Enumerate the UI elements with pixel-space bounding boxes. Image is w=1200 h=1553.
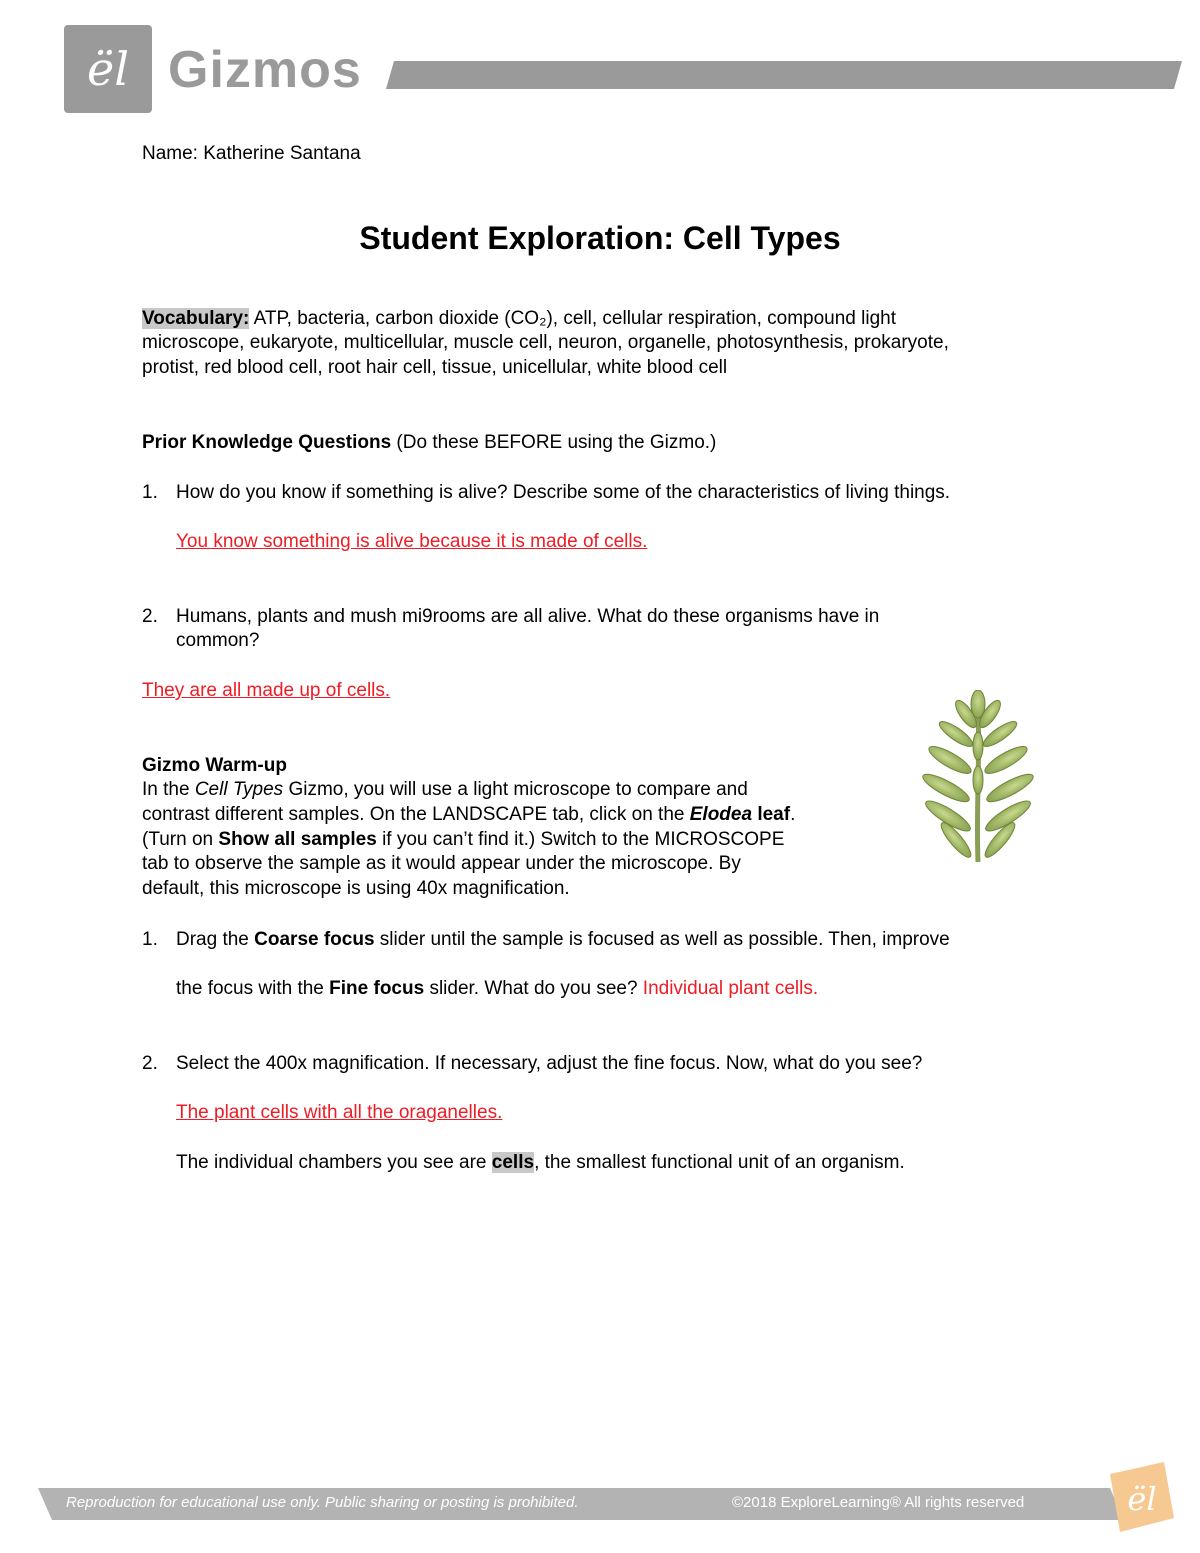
warmup-text: if you can’t find it.) Switch to the MICROSCOPE [376,829,785,850]
warmup-text: The individual chambers you see are [176,1152,492,1173]
warmup-text: slider. What do you see? [424,978,643,999]
pk-question-2-number: 2. [142,606,158,627]
warmup-text: . [790,804,796,825]
pk-question-1-number: 1. [142,482,158,503]
vocabulary-label: Vocabulary: [142,308,250,329]
leaf-term: leaf [752,804,791,825]
cells-definition [176,1151,905,1175]
vocabulary-line-2: microscope, eukaryote, multicellular, muscle cell, neuron, organelle, photosynthesis, prokaryote, [142,332,949,353]
pk-answer-2: They are all made up of cells. [142,680,391,701]
cells-term: cells [491,1152,535,1173]
warmup-line-3 [142,828,784,852]
warmup-line-1 [142,778,748,802]
warmup-question-1-line-2 [176,977,818,1001]
elodea-term: Elodea [689,804,753,825]
warmup-text: , the smallest functional unit of an organism. [534,1152,905,1173]
prior-knowledge-note: (Do these BEFORE using the Gizmo.) [391,432,717,453]
warmup-line-2 [142,803,795,827]
warmup-question-2-number: 2. [142,1053,158,1074]
footer-copyright: ©2018 ExploreLearning® All rights reserved [732,1494,1025,1511]
warmup-text: Drag the [176,929,255,950]
explorelearning-footer-logo-icon [1102,1458,1180,1536]
warmup-text: the focus with the [176,978,330,999]
pk-question-2-line-2: common? [176,630,260,651]
warmup-text: In the [142,779,195,800]
student-name: Name: Katherine Santana [142,143,361,164]
vocabulary-text-1: ATP, bacteria, carbon dioxide (CO₂), cell, cellular respiration, compound light [249,308,897,329]
vocabulary-line-3: protist, red blood cell, root hair cell, tissue, unicellular, white blood cell [142,357,728,378]
fine-focus-term: Fine focus [329,978,425,999]
footer-logo-glyph: ël [1127,1480,1157,1518]
prior-knowledge-heading [142,431,716,455]
warmup-text: (Turn on [142,829,219,850]
warmup-heading: Gizmo Warm-up [142,755,287,776]
warmup-line-5: default, this microscope is using 40x magnification. [142,878,570,899]
coarse-focus-term: Coarse focus [254,929,375,950]
pk-question-1: How do you know if something is alive? Describe some of the characteristics of living things. [176,482,951,503]
explorelearning-logo-icon: ël [87,42,129,96]
pk-answer-1: You know something is alive because it is made of cells. [176,531,648,552]
gizmo-name: Cell Types [194,779,284,800]
warmup-answer-2: The plant cells with all the oraganelles. [176,1102,503,1123]
header-stripe [386,61,1182,89]
elodea-plant-image [918,690,1038,868]
vocabulary-line-1 [142,307,896,331]
pk-question-2-line-1: Humans, plants and mush mi9rooms are all alive. What do these organisms have in [176,606,880,627]
prior-knowledge-title: Prior Knowledge Questions [142,432,392,453]
show-all-samples-term: Show all samples [218,829,377,850]
warmup-text: contrast different samples. On the LANDSCAPE tab, click on the [142,804,690,825]
page-title: Student Exploration: Cell Types [359,220,841,256]
warmup-text: slider until the sample is focused as well as possible. Then, improve [374,929,950,950]
warmup-answer-1: Individual plant cells. [642,978,819,999]
warmup-line-4: tab to observe the sample as it would appear under the microscope. By [142,853,741,874]
warmup-question-1-number: 1. [142,929,158,950]
gizmos-wordmark: Gizmos [168,41,362,99]
warmup-question-1-line-1 [176,928,950,952]
warmup-text: Gizmo, you will use a light microscope to compare and [283,779,748,800]
footer-usage-notice: Reproduction for educational use only. Public sharing or posting is prohibited. [66,1494,579,1511]
warmup-question-2: Select the 400x magnification. If necessary, adjust the fine focus. Now, what do you see? [176,1053,923,1074]
